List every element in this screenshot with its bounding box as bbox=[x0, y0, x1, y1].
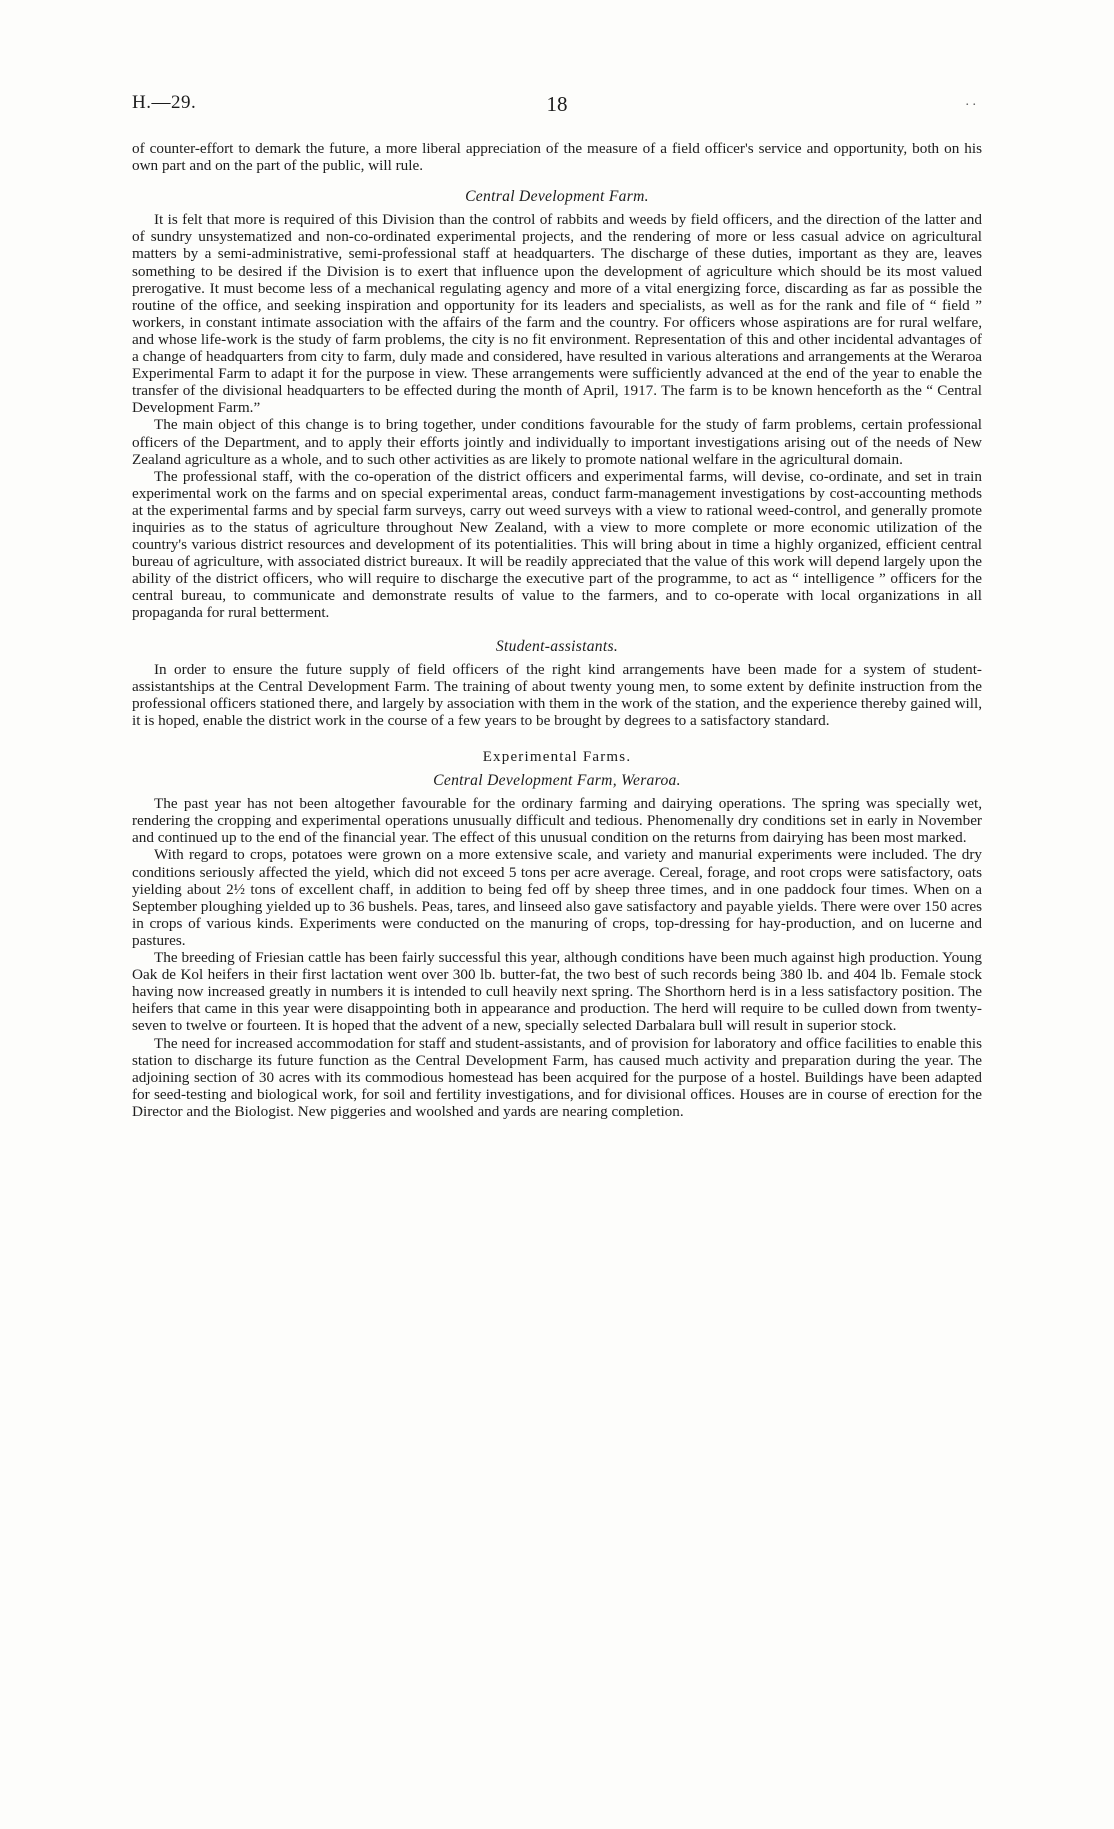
paragraph-intro: of counter-effort to demark the future, a more liberal appreciation of the measure of a field officer's service and opportunity, both on his own part and on the part of the public, will rule. bbox=[132, 140, 982, 175]
paragraph-weraroa-4: The need for increased accommodation for staff and student-assistants, and of provision for laboratory and office facilities to enable this station to discharge its future function as the Central Development Farm, has caused much activity and preparation during the year. The adjoining section of 30 acres with its commodious homestead has been acquired for the purpose of a hostel. Buildings have been adapted for seed-testing and biological work, for soil and fertility investigations, and for divisional offices. Houses are in course of erection for the Director and the Biologist. New piggeries and woolshed and yards are nearing completion. bbox=[132, 1034, 982, 1120]
paragraph-weraroa-1: The past year has not been altogether favourable for the ordinary farming and dairying operations. The spring was specially wet, rendering the cropping and experimental operations unusually difficult and tedious. Phenomenally dry conditions set in early in November and continued up to the end of the financial year. The effect of this unusual condition on the returns from dairying has been most marked. bbox=[132, 795, 982, 847]
heading-student-assistants: Student-assistants. bbox=[495, 637, 619, 655]
paragraph-central-3: The professional staff, with the co-operation of the district officers and experimental farms, will devise, co-ordinate, and set in train experimental work on the farms and on special experimental areas, conduct farm-management investigations by cost-accounting methods at the experimental farms and by special farm surveys, carry out weed surveys with a view to rational weed-control, and generally promote inquiries as to the status of agriculture throughout New Zealand, with a view to more complete or more economic utilization of the country's various district resources and development of its potentialities. This will bring about in time a highly organized, efficient central bureau of agriculture, with associated district bureaux. It will be readily appreciated that the value of this work will depend largely upon the ability of the district officers, who will require to discharge the executive part of the programme, to act as “ intelligence ” officers for the central bureau, to communicate and demonstrate results of value to the farmers, and to co-operate with local organizations in all propaganda for rural betterment. bbox=[132, 467, 982, 622]
stray-marks: . . bbox=[965, 94, 976, 109]
paragraph-student-assistants: In order to ensure the future supply of field officers of the right kind arrangements have been made for a system of student-assistantships at the Central Development Farm. The training of about twenty young men, to some extent by definite instruction from the professional officers stationed there, and largely by association with them in the work of the station, and the experience thereby gained will, it is hoped, enable the district work in the course of a few years to be brought by degrees to a satisfactory standard. bbox=[132, 660, 982, 729]
page-body bbox=[132, 140, 982, 1120]
paragraph-central-1: It is felt that more is required of this Division than the control of rabbits and weeds by field officers, and the direction of the latter and of sundry unsystematized and non-co-ordinated experimental projects, and the rendering of more or less casual advice on agricultural matters by a semi-administrative, semi-professional staff at headquarters. The discharge of these duties, important as they are, leaves something to be desired if the Division is to exert that influence upon the development of agriculture which should be its most valued prerogative. It must become less of a mechanical regulating agency and more of a vital energizing force, discarding as far as possible the routine of the office, and seeking inspiration and opportunity for its leaders and specialists, as well as for the rank and file of “ field ” workers, in constant intimate association with the affairs of the farm and the country. For officers whose aspirations are for rural welfare, and whose life-work is the study of farm problems, the city is no fit environment. Representation of this and other incidental advantages of a change of headquarters from city to farm, duly made and considered, have resulted in various alterations and arrangements at the Weraroa Experimental Farm to adapt it for the purpose in view. These arrangements were sufficiently advanced at the end of the year to enable the transfer of the divisional headquarters to be effected during the month of April, 1917. The farm is to be known henceforth as the “ Central Development Farm.” bbox=[132, 211, 982, 417]
paragraph-weraroa-3: The breeding of Friesian cattle has been fairly successful this year, although conditions have been much against high production. Young Oak de Kol heifers in their first lactation went over 300 lb. butter-fat, the two best of such records being 380 lb. and 404 lb. Female stock having now increased greatly in numbers it is intended to cull heavily next spring. The Shorthorn herd is in a less satisfactory position. The heifers that came in this year were disappointing both in appearance and production. The herd will require to be culled down from twenty-seven to twelve or fourteen. It is hoped that the advent of a new, specially selected Darbalara bull will result in superior stock. bbox=[132, 949, 982, 1035]
heading-weraroa: Central Development Farm, Weraroa. bbox=[433, 772, 681, 790]
heading-central-development-farm: Central Development Farm. bbox=[465, 188, 649, 206]
heading-experimental-farms: Experimental Farms. bbox=[482, 749, 632, 765]
page-number: 18 bbox=[546, 92, 568, 116]
paragraph-weraroa-2: With regard to crops, potatoes were grown on a more extensive scale, and variety and manurial experiments were included. The dry conditions seriously affected the yield, which did not exceed 5 tons per acre average. Cereal, forage, and root crops were satisfactory, oats yielding about 2½ tons of excellent chaff, in addition to being fed off by sheep three times, and in one paddock four times. When on a September ploughing yielded up to 36 bushels. Peas, tares, and linseed also gave satisfactory and payable yields. There were over 150 acres in crops of various kinds. Experiments were conducted on the manuring of crops, top-dressing for hay-production, and on lucerne and pastures. bbox=[132, 846, 982, 949]
report-reference: H.—29. bbox=[132, 92, 197, 113]
page-header bbox=[132, 92, 982, 120]
paragraph-central-2: The main object of this change is to bring together, under conditions favourable for the study of farm problems, certain professional officers of the Department, and to apply their efforts jointly and individually to important investigations arising out of the needs of New Zealand agriculture as a whole, and to such other activities as are likely to promote national welfare in the agricultural domain. bbox=[132, 416, 982, 468]
